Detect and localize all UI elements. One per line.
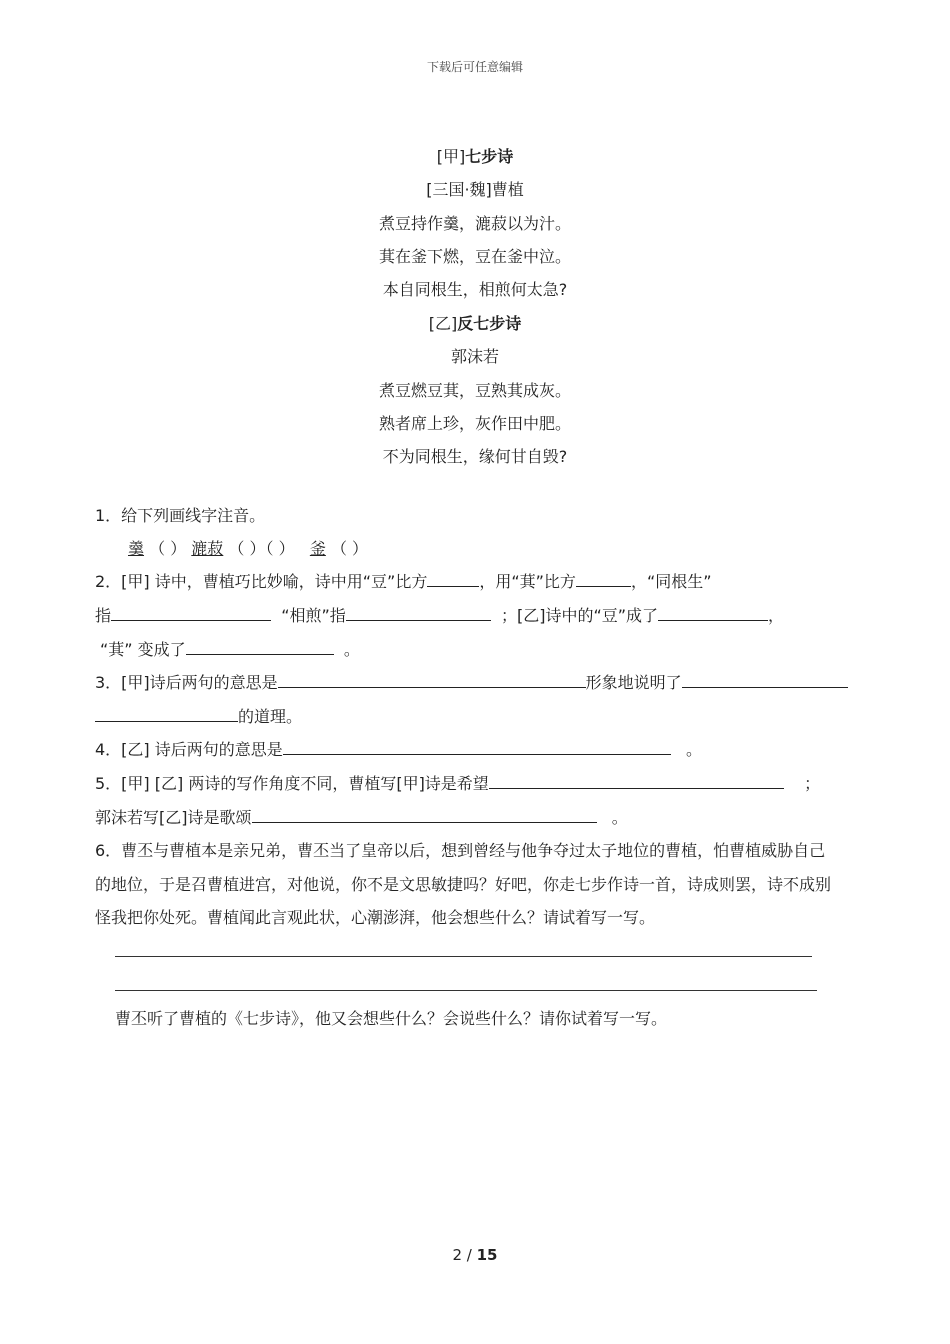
- answer-blank[interactable]: [346, 606, 491, 621]
- question-6-followup: 曹丕听了曹植的《七步诗》，他又会想些什么？会说些什么？请你试着写一写。: [115, 1009, 668, 1028]
- poem1-title-text: 七步诗: [465, 147, 514, 166]
- page-number: [0, 1246, 950, 1264]
- q5-text: 5．[甲] [乙] 两诗的写作角度不同，曹植写[甲]诗是希望: [95, 774, 489, 793]
- poem2-line: 煮豆燃豆萁，豆熟萁成灰。: [378, 381, 571, 400]
- poem1-line: 萁在釜下燃，豆在釜中泣。: [378, 247, 571, 266]
- pinyin-blank[interactable]: （ ）（ ）: [228, 539, 295, 558]
- poem1-title: [0, 144, 950, 167]
- answer-blank[interactable]: [95, 707, 238, 722]
- pinyin-blank[interactable]: （ ）: [149, 539, 187, 558]
- answer-blank[interactable]: [186, 640, 334, 655]
- page-total: 15: [476, 1246, 498, 1264]
- q2-text: ，“同根生”: [630, 572, 712, 591]
- answer-blank[interactable]: [283, 740, 671, 755]
- question-3-line2: [95, 704, 302, 727]
- question-5-line2: [95, 805, 628, 828]
- q2-text: 。: [343, 640, 360, 659]
- page-header: 下载后可任意编辑: [426, 60, 523, 74]
- writing-line[interactable]: [115, 956, 812, 957]
- answer-blank[interactable]: [576, 572, 631, 587]
- pinyin-blank[interactable]: （ ）: [330, 539, 369, 558]
- question-6-line1: 6．曹丕与曹植本是亲兄弟，曹丕当了皇帝以后，想到曾经与他争夺过太子地位的曹植，怕曹植威胁自己: [95, 841, 826, 860]
- q3-text: 3．[甲]诗后两句的意思是: [95, 673, 278, 692]
- question-2-line2: [95, 603, 784, 626]
- answer-blank[interactable]: [489, 774, 784, 789]
- poem2-line: 熟者席上珍，灰作田中肥。: [378, 414, 571, 433]
- writing-line[interactable]: [115, 990, 817, 991]
- q5-text: ；: [804, 774, 821, 793]
- question-4: [95, 737, 702, 760]
- question-2-line3: [100, 637, 360, 660]
- question-6-line2: 的地位，于是召曹植进宫，对他说，你不是文思敏捷吗？好吧，你走七步作诗一首，诗成则罢，诗不成别: [95, 875, 832, 894]
- answer-blank[interactable]: [252, 808, 597, 823]
- q2-text: “相煎”指: [281, 606, 346, 625]
- q4-text: 。: [686, 740, 703, 759]
- q2-text: ；[乙]诗中的“豆”成了: [500, 606, 659, 625]
- pinyin-word: 漉菽: [191, 539, 224, 558]
- question-3-line1: [95, 670, 848, 693]
- poem1-line: 本自同根生，相煎何太急?: [382, 280, 568, 299]
- q5-text: 。: [611, 808, 628, 827]
- q2-text: ，: [768, 606, 785, 625]
- poem1-line: 煮豆持作羹，漉菽以为汁。: [378, 214, 571, 233]
- q2-text: 指: [95, 606, 112, 625]
- poem2-title: [0, 311, 950, 334]
- answer-blank[interactable]: [658, 606, 768, 621]
- q2-text: “萁” 变成了: [100, 640, 186, 659]
- answer-blank[interactable]: [278, 673, 586, 688]
- q5-text: 郭沫若写[乙]诗是歌颂: [95, 808, 252, 827]
- pinyin-word: 釜: [309, 539, 326, 558]
- poem1-author: [三国·魏]曹植: [426, 180, 524, 199]
- q2-text: ，用“萁”比方: [479, 572, 576, 591]
- q3-text: 的道理。: [238, 707, 303, 726]
- q2-text: 2．[甲] 诗中，曹植巧比妙喻，诗中用“豆”比方: [95, 572, 428, 591]
- poem2-tag: [乙]: [428, 314, 458, 333]
- poem2-author: 郭沫若: [450, 347, 499, 366]
- answer-blank[interactable]: [682, 673, 848, 688]
- poem2-line: 不为同根生，缘何甘自毁?: [382, 447, 568, 466]
- poem2-title-text: 反七步诗: [457, 314, 522, 333]
- question-1-items: [128, 536, 368, 559]
- q4-text: 4．[乙] 诗后两句的意思是: [95, 740, 283, 759]
- q3-text: 形象地说明了: [585, 673, 682, 692]
- poem1-tag: [甲]: [436, 147, 466, 166]
- answer-blank[interactable]: [111, 606, 271, 621]
- answer-blank[interactable]: [427, 572, 479, 587]
- page-current: 2 /: [452, 1246, 477, 1264]
- question-1: 1．给下列画线字注音。: [95, 506, 266, 525]
- question-6-line3: 怪我把你处死。曹植闻此言观此状，心潮澎湃，他会想些什么？请试着写一写。: [95, 908, 656, 927]
- question-2-line1: [95, 569, 712, 592]
- question-5-line1: [95, 771, 820, 794]
- pinyin-word: 羹: [128, 539, 145, 558]
